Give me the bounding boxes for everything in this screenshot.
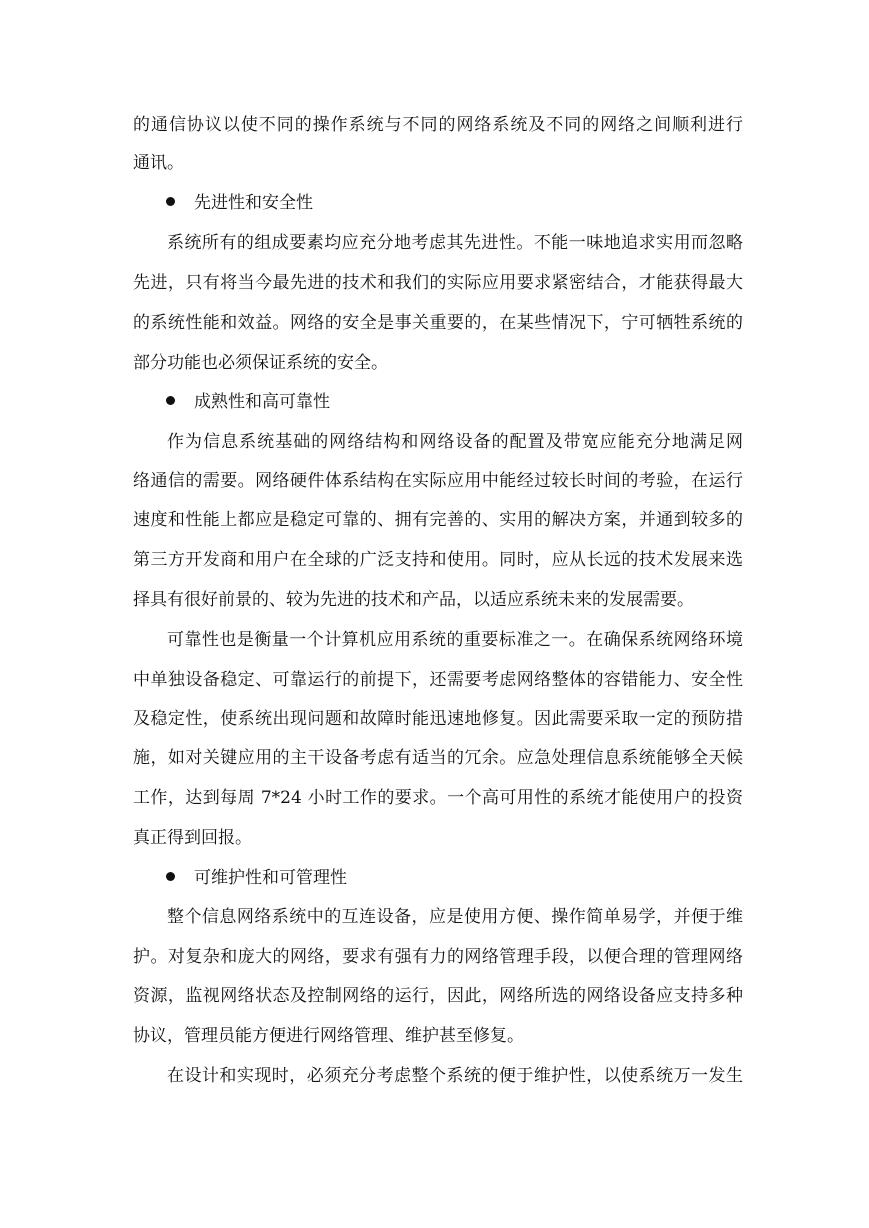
paragraph-line: 在设计和实现时，必须充分考虑整个系统的便于维护性，以使系统万一发生 [167, 1066, 743, 1086]
paragraph-line: 工作，达到每周 7*24 小时工作的要求。一个高可用性的系统才能使用户的投资 [133, 788, 743, 808]
paragraph-line: 真正得到回报。 [133, 828, 252, 848]
paragraph-line: 的系统性能和效益。网络的安全是事关重要的，在某些情况下，宁可牺牲系统的 [133, 313, 743, 333]
bullet-heading [166, 391, 330, 413]
paragraph-line: 系统所有的组成要素均应充分地考虑其先进性。不能一味地追求实用而忽略 [167, 233, 743, 253]
paragraph-line: 可靠性也是衡量一个计算机应用系统的重要标准之一。在确保系统网络环境 [167, 630, 743, 650]
paragraph-line: 护。对复杂和庞大的网络，要求有强有力的网络管理手段，以便合理的管理网络 [133, 947, 743, 967]
paragraph-line: 先进，只有将当今最先进的技术和我们的实际应用要求紧密结合，才能获得最大 [133, 273, 743, 293]
paragraph-line: 的通信协议以使不同的操作系统与不同的网络系统及不同的网络之间顺利进行 [133, 115, 743, 135]
bullet-icon [166, 197, 175, 206]
bullet-icon [166, 872, 175, 881]
paragraph-line: 整个信息网络系统中的互连设备，应是使用方便、操作简单易学，并便于维 [167, 907, 743, 927]
paragraph-line: 择具有很好前景的、较为先进的技术和产品，以适应系统未来的发展需要。 [133, 590, 694, 610]
bullet-heading-text: 先进性和安全性 [194, 193, 313, 213]
bullet-heading-text: 成熟性和高可靠性 [194, 392, 330, 412]
paragraph-line: 络通信的需要。网络硬件体系结构在实际应用中能经过较长时间的考验，在运行 [133, 471, 743, 491]
paragraph-line: 速度和性能上都应是稳定可靠的、拥有完善的、实用的解决方案，并通到较多的 [133, 510, 743, 530]
bullet-heading [166, 192, 313, 214]
paragraph-line: 通讯。 [133, 153, 184, 173]
paragraph-line: 施，如对关键应用的主干设备考虑有适当的冗余。应急处理信息系统能够全天候 [133, 748, 743, 768]
paragraph-line: 作为信息系统基础的网络结构和网络设备的配置及带宽应能充分地满足网 [167, 432, 743, 452]
paragraph-line: 及稳定性，使系统出现问题和故障时能迅速地修复。因此需要采取一定的预防措 [133, 709, 743, 729]
bullet-icon [166, 396, 175, 405]
paragraph-line: 中单独设备稳定、可靠运行的前提下，还需要考虑网络整体的容错能力、安全性 [133, 670, 743, 690]
bullet-heading [166, 867, 347, 889]
paragraph-line: 资源，监视网络状态及控制网络的运行，因此，网络所选的网络设备应支持多种 [133, 986, 743, 1006]
bullet-heading-text: 可维护性和可管理性 [194, 868, 347, 888]
paragraph-line: 第三方开发商和用户在全球的广泛支持和使用。同时，应从长远的技术发展来选 [133, 550, 743, 570]
paragraph-line: 部分功能也必须保证系统的安全。 [133, 353, 388, 373]
paragraph-line: 协议，管理员能方便进行网络管理、维护甚至修复。 [133, 1026, 524, 1046]
